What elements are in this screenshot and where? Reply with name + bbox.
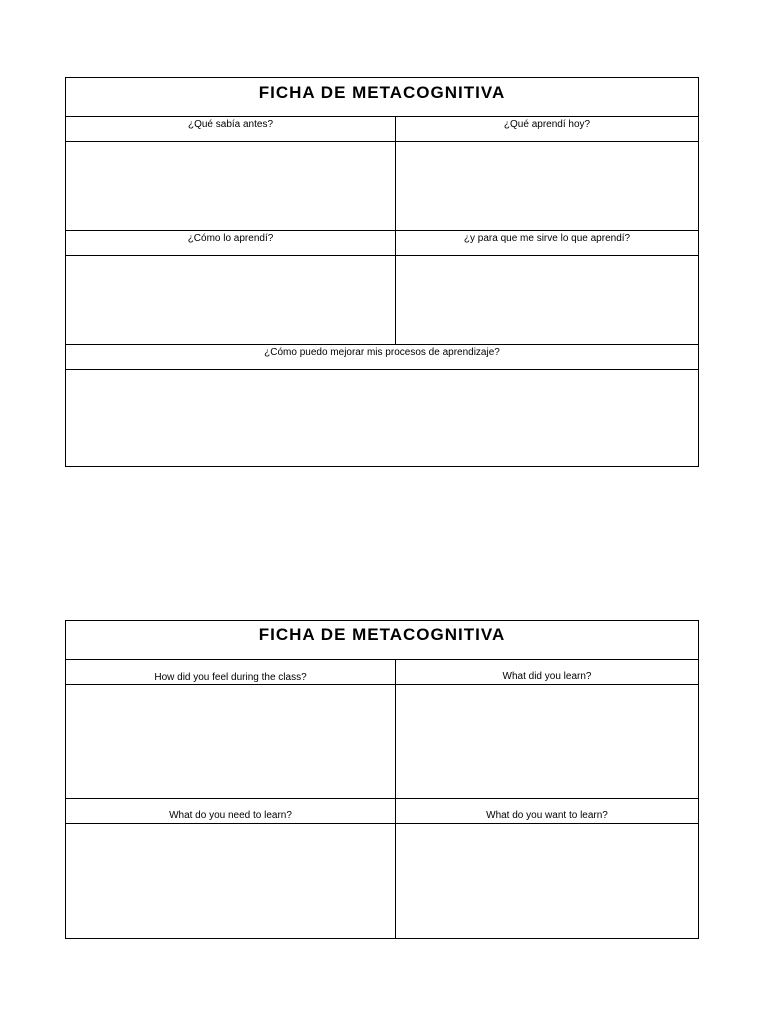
question-what-learned: What did you learn?	[502, 671, 592, 682]
question-row-1	[66, 117, 698, 142]
answer-box-need-to-learn[interactable]	[66, 824, 396, 938]
question-improve-process: ¿Cómo puedo mejorar mis procesos de aprendizaje?	[264, 347, 500, 358]
answer-box-what-learned[interactable]	[396, 685, 698, 798]
answer-box-learned-today[interactable]	[396, 142, 698, 230]
question-row-2	[66, 231, 698, 256]
question-how-learned: ¿Cómo lo aprendí?	[66, 231, 396, 255]
card-title: FICHA DE METACOGNITIVA	[66, 621, 698, 660]
answer-row-2	[66, 824, 698, 938]
answer-box-how-learned[interactable]	[66, 256, 396, 344]
question-usefulness: ¿y para que me sirve lo que aprendí?	[463, 233, 631, 244]
answer-row-1	[66, 142, 698, 231]
answer-row-1	[66, 685, 698, 799]
answer-box-prior-knowledge[interactable]	[66, 142, 396, 230]
question-row-3	[66, 345, 698, 370]
answer-row-3	[66, 370, 698, 471]
question-learned-today: ¿Qué aprendí hoy?	[503, 119, 591, 130]
answer-box-improve-process[interactable]	[66, 370, 698, 471]
metacognition-card-spanish	[65, 77, 699, 467]
answer-box-want-to-learn[interactable]	[396, 824, 698, 938]
answer-row-2	[66, 256, 698, 345]
question-prior-knowledge: ¿Qué sabía antes?	[66, 117, 396, 141]
answer-box-usefulness[interactable]	[396, 256, 698, 344]
question-row-2	[66, 799, 698, 824]
question-want-to-learn: What do you want to learn?	[486, 810, 608, 821]
metacognition-card-english	[65, 620, 699, 939]
question-need-to-learn: What do you need to learn?	[66, 799, 396, 823]
card-title: FICHA DE METACOGNITIVA	[66, 78, 698, 117]
question-feel-during-class: How did you feel during the class?	[66, 660, 396, 684]
question-row-1	[66, 660, 698, 685]
answer-box-feel-during-class[interactable]	[66, 685, 396, 798]
